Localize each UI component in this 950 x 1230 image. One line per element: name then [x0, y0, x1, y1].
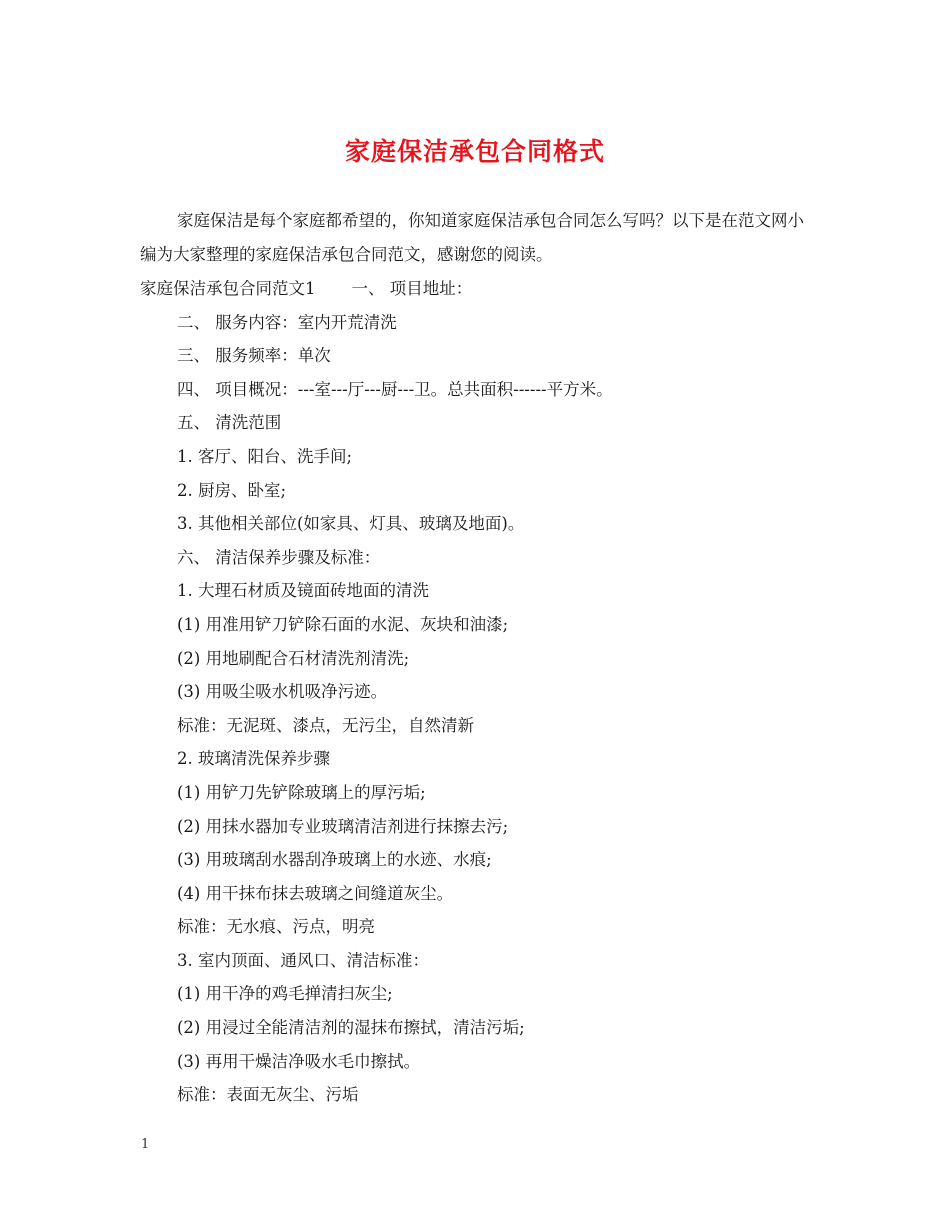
list-item: (2) 用抹水器加专业玻璃清洁剂进行抹擦去污; — [177, 816, 509, 836]
list-item: (1) 用干净的鸡毛掸清扫灰尘; — [177, 984, 393, 1004]
list-item: 3. 其他相关部位(如家具、灯具、玻璃及地面)。 — [177, 514, 525, 534]
list-item: 2. 玻璃清洗保养步骤 — [177, 749, 330, 769]
list-item: 六、 清洁保养步骤及标准： — [177, 547, 381, 567]
list-item: 二、 服务内容：室内开荒清洗 — [177, 312, 397, 332]
list-item: 三、 服务频率：单次 — [177, 346, 331, 366]
list-item: 3. 室内顶面、通风口、清洁标准： — [177, 950, 429, 970]
intro-paragraph: 家庭保洁是每个家庭都希望的，你知道家庭保洁承包合同怎么写吗？以下是在范文网小编为大家整理的家庭保洁承包合同范文，感谢您的阅读。 — [140, 211, 804, 264]
list-item: 五、 清洗范围 — [177, 413, 282, 433]
list-item: (3) 用玻璃刮水器刮净玻璃上的水迹、水痕; — [177, 850, 492, 870]
list-item: 1. 客厅、阳台、洗手间; — [177, 446, 353, 466]
document-body — [140, 204, 820, 1112]
list-item: (4) 用干抹布抹去玻璃之间缝道灰尘。 — [177, 883, 454, 903]
list-item: (2) 用浸过全能清洁剂的湿抹布擦拭，清洁污垢; — [177, 1018, 525, 1038]
document-title: 家庭保洁承包合同格式 — [344, 137, 605, 166]
list-item: 四、 项目概况：---室---厅---厨---卫。总共面积------平方米。 — [177, 379, 613, 399]
list-item: (3) 用吸尘吸水机吸净污迹。 — [177, 682, 388, 702]
page-number: 1 — [141, 1137, 150, 1152]
project-address-item: 一、 项目地址： — [351, 279, 473, 298]
list-item: (2) 用地刷配合石材清洗剂清洗; — [177, 648, 410, 668]
list-item: 1. 大理石材质及镜面砖地面的清洗 — [177, 581, 429, 601]
contract-heading: 家庭保洁承包合同范文1 — [140, 279, 316, 298]
list-item: 标准：无水痕、污点，明亮 — [177, 917, 375, 937]
list-item: (1) 用准用铲刀铲除石面的水泥、灰块和油漆; — [177, 614, 509, 634]
list-item: (3) 再用干燥洁净吸水毛巾擦拭。 — [177, 1051, 421, 1071]
list-item: 标准：无泥斑、漆点，无污尘，自然清新 — [177, 715, 474, 735]
list-item: 标准：表面无灰尘、污垢 — [177, 1085, 359, 1105]
list-item: 2. 厨房、卧室; — [177, 480, 287, 500]
list-item: (1) 用铲刀先铲除玻璃上的厚污垢; — [177, 782, 426, 802]
contract-heading-line — [140, 272, 820, 306]
